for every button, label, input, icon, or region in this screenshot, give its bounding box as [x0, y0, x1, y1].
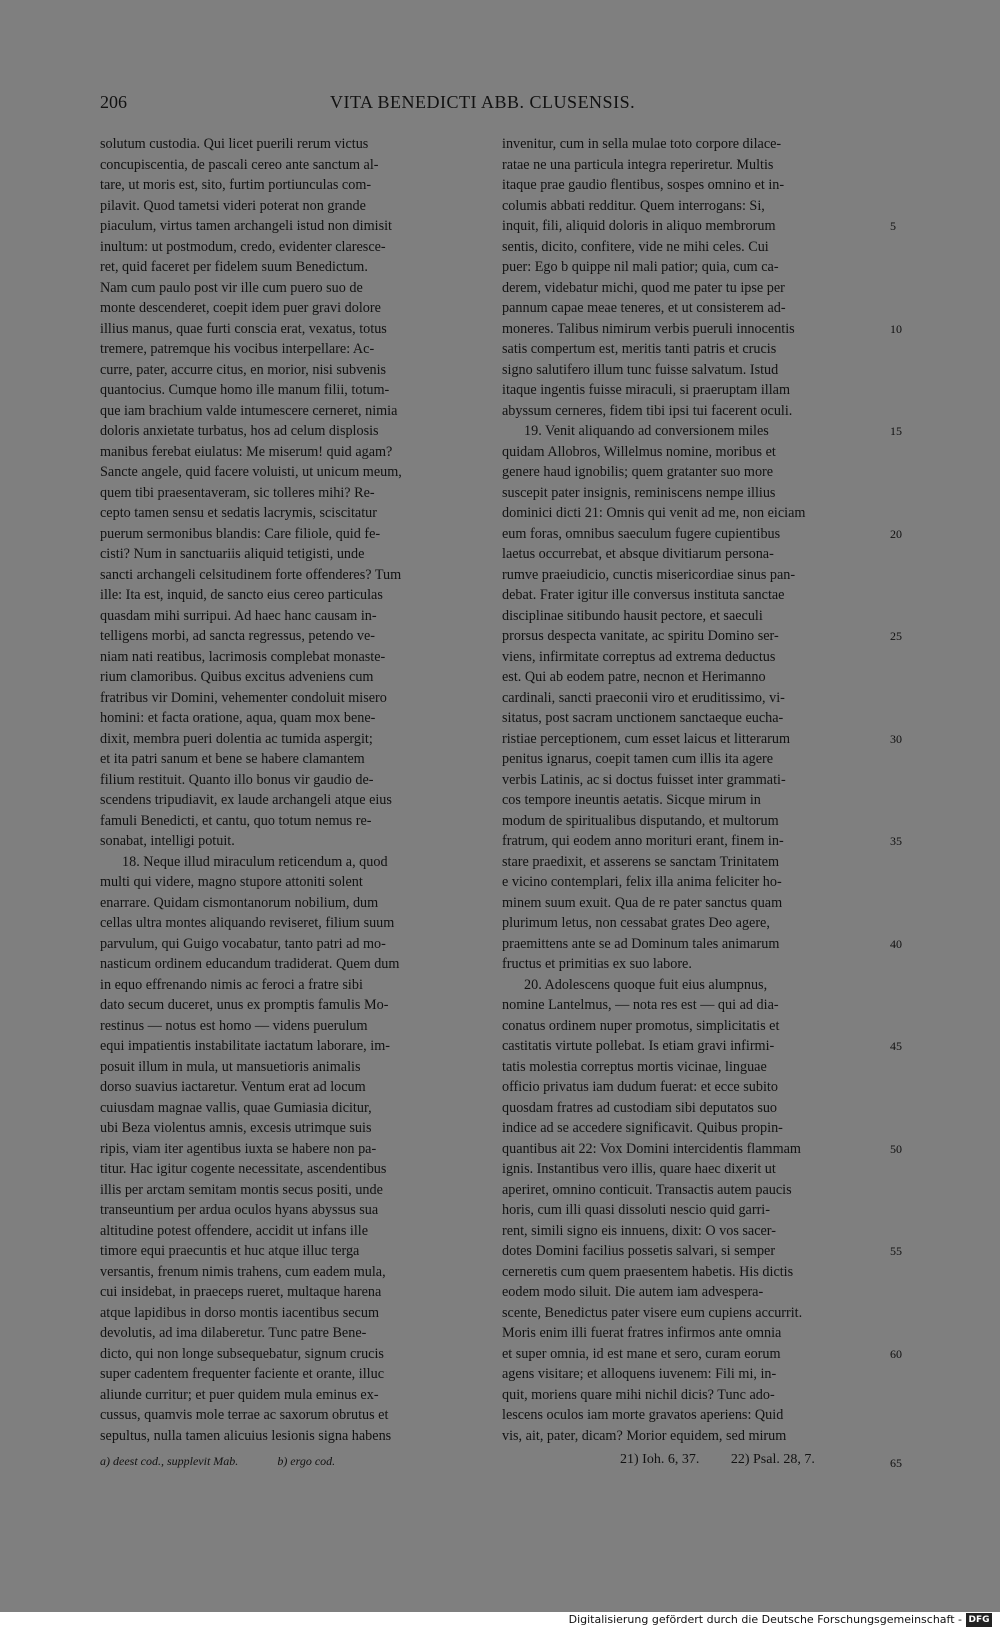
text-line: devolutis, ad ima dilaberetur. Tunc patre Bene- — [100, 1325, 367, 1341]
scripture-ref-21: 21) Ioh. 6, 37. — [620, 1452, 700, 1467]
text-line: tare, ut moris est, sito, furtim portiunculas com- — [100, 177, 372, 193]
text-line: penitus ignarus, coepit tamen cum illis ita agere — [502, 751, 774, 767]
text-line: parvulum, qui Guigo vocabatur, tanto patri ad mo- — [100, 935, 386, 952]
text-line: pilavit. Quod tametsi videri poterat non grande — [100, 197, 366, 214]
funding-notice: Digitalisierung gefördert durch die Deutsche Forschungsgemeinschaft - — [568, 1613, 962, 1626]
text-line: inultum: ut postmodum, credo, evidenter claresce- — [100, 238, 386, 255]
text-line: curre, pater, accurre citus, en morior, nisi subvenis — [100, 361, 387, 378]
text-line: e vicino contemplari, felix illa anima feliciter ho- — [502, 874, 782, 890]
text-line: pannum capae meae teneres, et ut consisterem ad- — [502, 300, 786, 316]
line-number: 20 — [890, 526, 902, 541]
text-line: altitudine potest offendere, accidit ut infans ille — [100, 1222, 369, 1239]
text-line: dato secum duceret, unus ex promptis famulis Mo- — [100, 997, 389, 1013]
text-line: rumve praeiudicio, cunctis misericordiae sinus pan- — [502, 566, 796, 583]
line-number-65: 65 — [890, 1456, 902, 1470]
text-line: moneres. Talibus nimirum verbis pueruli innocentis — [502, 320, 795, 337]
text-line: Nam cum paulo post vir ille cum puero suo de — [100, 279, 363, 296]
text-line: super cadentem frequenter faciente et orante, illuc — [100, 1366, 384, 1382]
text-line: sentis, dicito, confitere, vide ne mihi celes. Cui — [502, 238, 769, 255]
line-number: 35 — [890, 834, 902, 848]
text-line: cos tempore ineuntis aetatis. Sicque mirum in — [502, 792, 761, 808]
text-line: ignis. Instantibus vero illis, quare haec dixerit ut — [502, 1161, 776, 1177]
text-line: genere haud ignobilis; quem gratanter suo more — [502, 464, 774, 480]
text-line: ripis, viam iter agentibus iuxta se habere non pa- — [100, 1140, 377, 1157]
text-line: indice ad se accedere significavit. Quibus propin- — [502, 1120, 783, 1136]
text-line: quantocius. Cumque homo ille manum filii, totum- — [100, 382, 390, 398]
text-line: 18. Neque illud miraculum reticendum a, quod — [122, 853, 388, 870]
text-line: atque lapidibus in dorso montis iacentibus secum — [100, 1304, 379, 1321]
text-line: scendens tripudiavit, ex laude archangeli atque eius — [100, 792, 392, 808]
line-number: 50 — [890, 1141, 902, 1156]
text-line: plurimum letus, non cessabat grates Deo agere, — [502, 915, 770, 931]
line-number: 40 — [890, 936, 902, 951]
text-line: famuli Benedicti, et cantu, quo totum nemus re- — [100, 812, 372, 829]
footnote-b: b) ergo cod. — [277, 1454, 336, 1468]
footnote-a: a) deest cod., supplevit Mab. — [100, 1454, 239, 1468]
text-line: versantis, frenum nimis trahens, cum eadem mula, — [100, 1263, 386, 1280]
text-line: ubi Beza violentus amnis, excesis utrimque suis — [100, 1120, 372, 1136]
text-line: quidam Allobros, Willelmus nomine, moribus et — [502, 443, 776, 460]
text-line: Sancte angele, quid facere voluisti, ut unicum meum, — [100, 464, 402, 480]
text-line: columis abbati redditur. Quem interrogans: Si, — [502, 197, 765, 214]
text-line: in equo effrenando nimis ac feroci a fratre sibi — [100, 976, 363, 993]
text-line: dorso suavius iactaretur. Ventum erat ad locum — [100, 1079, 366, 1095]
text-line: 20. Adolescens quoque fuit eius alumpnus, — [524, 976, 768, 993]
text-line: 19. Venit aliquando ad conversionem miles — [524, 423, 769, 439]
text-line: cardinali, sancti praeconii viro et eruditissimo, vi- — [502, 689, 785, 706]
text-line: ret, quid faceret per fidelem suum Benedictum. — [100, 259, 368, 275]
text-line: dotes Domini facilius possetis salvari, si semper — [502, 1243, 776, 1259]
scripture-ref-22: 22) Psal. 28, 7. — [730, 1452, 815, 1467]
text-line: inquit, fili, aliquid doloris in aliquo membrorum — [502, 218, 776, 234]
text-line: sonabat, intelligi potuit. — [100, 833, 235, 849]
text-line: vis, ait, pater, dicam? Morior equidem, sed mirum — [502, 1427, 787, 1444]
text-line: castitatis virtute pollebat. Is etiam gravi infirmi- — [502, 1038, 775, 1054]
text-line: modum de spiritualibus disputando, et multorum — [502, 812, 779, 829]
text-line: nomine Lantelmus, — nota res est — qui ad dia- — [502, 997, 779, 1013]
text-line: disciplinae sitibundo hausit pectore, et saeculi — [502, 607, 763, 624]
text-line: itaque ingentis fuisse miraculi, si praeruptam illam — [502, 382, 791, 398]
text-line: eodem modo siluit. Die autem iam advespera- — [502, 1284, 764, 1300]
text-line: est. Qui ab eodem patre, necnon et Herimanno — [502, 669, 766, 685]
text-line: cisti? Num in sanctuariis aliquid tetigisti, unde — [100, 546, 365, 562]
text-line: multi qui videre, magno stupore attoniti solent — [100, 874, 363, 890]
text-line: agens visitare; et alloquens iuvenem: Fili mi, in- — [502, 1366, 777, 1382]
line-number: 45 — [890, 1039, 902, 1053]
text-line: sitatus, post sacram unctionem sanctaeque eucha- — [502, 710, 784, 726]
text-line: sancti archangeli celsitudinem forte offenderes? Tum — [100, 566, 402, 583]
text-line: officio privatus iam dudum fuerat: et ecce subito — [502, 1079, 778, 1095]
text-line: fratrum, qui eodem anno morituri erant, finem in- — [502, 833, 784, 849]
text-line: solutum custodia. Qui licet puerili rerum victus — [100, 136, 369, 152]
text-line: timore equi praecuntis et huc atque illuc terga — [100, 1243, 360, 1259]
left-text-column — [100, 134, 485, 1446]
text-line: quantibus ait 22: Vox Domini intercidentis flammam — [502, 1140, 801, 1157]
text-line: derem, videbatur michi, quod me pater tu ipse per — [502, 279, 785, 296]
line-number: 15 — [890, 424, 902, 438]
scripture-references — [620, 1452, 815, 1468]
text-line: minem suum exuit. Qua de re pater sanctus quam — [502, 894, 783, 911]
text-line: quosdam fratres ad custodiam sibi deputatos suo — [502, 1099, 778, 1116]
text-line: ratae ne una particula integra reperiretur. Multis — [502, 156, 774, 173]
line-number: 55 — [890, 1244, 902, 1258]
text-line: cellas ultra montes aliquando reviseret, filium suum — [100, 915, 395, 931]
text-line: cussus, quamvis mole terrae ac saxorum obrutus et — [100, 1407, 389, 1423]
text-line: Moris enim illi fuerat fratres infirmos ante omnia — [502, 1325, 782, 1341]
line-number: 60 — [890, 1346, 902, 1361]
text-line: verbis Latinis, ac si doctus fuisset inter grammati- — [502, 771, 786, 788]
text-line: homini: et facta oratione, aqua, quam mox bene- — [100, 710, 376, 726]
text-line: rent, simili signo eis innuens, dixit: O vos sacer- — [502, 1222, 776, 1239]
text-line: cerneretis cum quem praesentem habetis. His dictis — [502, 1263, 794, 1280]
text-line: titur. Hac igitur cogente necessitate, ascendentibus — [100, 1161, 387, 1177]
text-line: ille: Ita est, inquid, de sancto eius cereo particulas — [100, 587, 383, 603]
digitization-footer — [0, 1612, 1000, 1629]
text-line: equi impatientis instabilitate iactatum laborare, im- — [100, 1038, 390, 1054]
text-line: dicto, qui non longe subsequebatur, signum crucis — [100, 1345, 384, 1362]
text-line: laetus occurrebat, et absque divitiarum persona- — [502, 546, 774, 562]
text-line: stare praedixit, et asserens se sanctam Trinitatem — [502, 853, 779, 870]
text-line: illis per arctam semitam montis secus positi, unde — [100, 1181, 383, 1198]
text-line: sepultus, nulla tamen alicuius lesionis signa habens — [100, 1427, 392, 1444]
text-line: et super omnia, id est mane et sero, curam eorum — [502, 1345, 781, 1362]
text-line: doloris anxietate turbatus, hos ad celum displosis — [100, 423, 379, 439]
text-line: invenitur, cum in sella mulae toto corpore dilace- — [502, 136, 782, 152]
text-line: dominici dicti 21: Omnis qui venit ad me, non eiciam — [502, 505, 806, 521]
text-line: puer: Ego b quippe nil mali patior; quia, cum ca- — [502, 259, 779, 275]
text-line: abyssum cerneres, fidem tibi ipsi tui facerent oculi. — [502, 402, 793, 419]
text-line: tatis molestia correptus mortis vicinae, linguae — [502, 1058, 767, 1075]
text-line: eum foras, omnibus saeculum fugere cupientibus — [502, 525, 781, 542]
text-line: signo salutifero illum tunc fuisse salvatum. Istud — [502, 361, 779, 378]
line-number: 30 — [890, 731, 902, 746]
text-line: rium clamoribus. Quibus excitus adveniens cum — [100, 669, 374, 685]
page-number: 206 — [100, 92, 127, 112]
text-line: telligens morbi, ad sancta regressus, petendo ve- — [100, 628, 375, 644]
text-line: puerum sermonibus blandis: Care filiole, quid fe- — [100, 525, 381, 542]
text-line: aperiret, omnino conticuit. Transactis autem paucis — [502, 1181, 792, 1198]
text-line: que iam brachium valde intumescere cerneret, nimia — [100, 402, 398, 419]
text-line: niam nati reatibus, lacrimosis complebat monaste- — [100, 648, 386, 665]
text-line: illius manus, quae furti conscia erat, vexatus, totus — [100, 320, 387, 337]
text-line: concupiscentia, de pascali cereo ante sanctum al- — [100, 156, 379, 173]
text-line: cepto tamen sensu et sedatis lacrymis, sciscitatur — [100, 505, 377, 521]
text-line: aliunde curritur; et puer quidem mula eminus ex- — [100, 1386, 379, 1403]
text-line: viens, infirmitate correptus ad extrema deductus — [502, 648, 776, 665]
running-title: VITA BENEDICTI ABB. CLUSENSIS. — [330, 92, 636, 112]
text-line: conatus ordinem nuper promotus, simplicitatis et — [502, 1017, 780, 1034]
text-line: itaque prae gaudio flentibus, sospes omnino et in- — [502, 177, 785, 193]
text-line: et ita patri sanum et bene se habere clamantem — [100, 751, 365, 767]
text-line: fructus et primitias ex suo labore. — [502, 956, 692, 972]
text-line: quem tibi praesentaveram, sic tolleres mihi? Re- — [100, 484, 375, 501]
footnotes — [100, 1454, 400, 1469]
text-line: dixit, membra pueri dolentia ac tumida aspergit; — [100, 730, 373, 747]
page-header — [100, 92, 880, 122]
text-line: lescens oculos iam morte gravatos aperiens: Quid — [502, 1407, 784, 1423]
text-line: piaculum, virtus tamen archangeli istud non dimisit — [100, 218, 392, 234]
text-line: horis, cum illi quasi dissoluti nescio quid garri- — [502, 1202, 770, 1218]
text-line: restinus — notus est homo — videns puerulum — [100, 1017, 368, 1034]
text-line: cuiusdam magnae vallis, quae Gumiasia dicitur, — [100, 1099, 372, 1116]
line-number: 10 — [890, 321, 902, 336]
text-line: satis compertum est, meritis tanti patris et crucis — [502, 341, 777, 357]
text-line: monte descenderet, coepit idem puer gravi dolore — [100, 300, 381, 316]
text-line: filium restituit. Quanto illo bonus vir gaudio de- — [100, 771, 374, 788]
text-line: debat. Frater igitur ille conversus instituta sanctae — [502, 587, 785, 603]
line-number: 5 — [890, 219, 896, 233]
text-line: posuit illum in mula, ut mansuetioris animalis — [100, 1058, 361, 1075]
line-number: 25 — [890, 629, 902, 643]
text-line: suscepit pater insignis, reminiscens nempe illius — [502, 484, 776, 501]
text-line: tremere, patremque his vocibus interpellare: Ac- — [100, 341, 375, 357]
text-line: manibus ferebat eiulatus: Me miserum! quid agam? — [100, 443, 393, 460]
text-line: prorsus despecta vanitate, ac spiritu Domino ser- — [502, 628, 779, 644]
text-line: nasticum ordinem educandum tradiderat. Quem dum — [100, 956, 400, 972]
text-line: enarrare. Quidam cismontanorum nobilium, dum — [100, 894, 379, 911]
text-line: ristiae perceptionem, cum esset laicus et litterarum — [502, 730, 790, 747]
text-line: cui insidebat, in praeceps rueret, multaque harena — [100, 1284, 382, 1300]
text-line: scente, Benedictus pater visere eum cupiens accurrit. — [502, 1304, 803, 1321]
text-line: quasdam mihi surripui. Ad haec hanc causam in- — [100, 607, 377, 624]
text-line: fratribus vir Domini, vehementer condoluit misero — [100, 689, 387, 706]
right-text-column — [502, 134, 887, 1446]
text-line: transeuntium per ardua oculos hyans abyssus sua — [100, 1202, 379, 1218]
text-line: quit, moriens quare mihi nichil dicis? Tunc ado- — [502, 1386, 775, 1403]
dfg-logo: DFG — [966, 1613, 992, 1627]
text-line: praemittens ante se ad Dominum tales animarum — [502, 935, 780, 952]
